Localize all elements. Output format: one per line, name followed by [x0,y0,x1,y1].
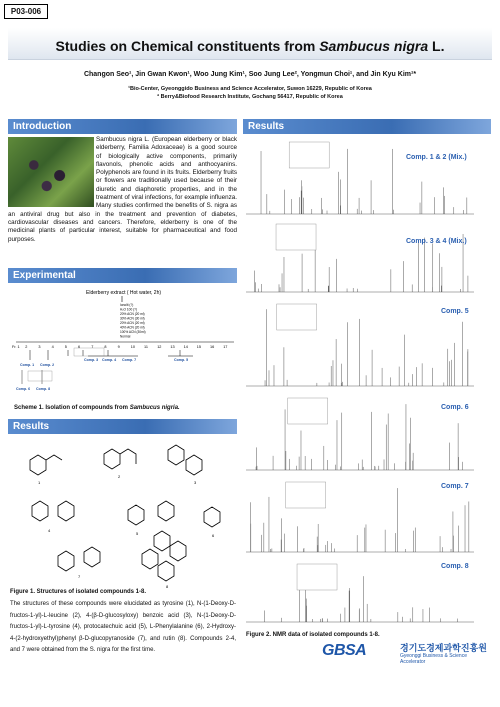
extract-label: Elderberry extract ( Hot water, 2h) [86,290,162,296]
fraction-label: 17 [223,345,228,349]
fraction-label: 16 [210,345,215,349]
svg-text:7: 7 [78,574,81,579]
svg-text:Normal: Normal [120,334,131,339]
comp-7-label: Comp. 7 [122,358,137,362]
solvent-list [120,303,146,339]
svg-text:30% ACN (30 ml): 30% ACN (30 ml) [120,316,145,321]
svg-text:6: 6 [212,533,215,538]
spectrum-inset [297,564,337,590]
fraction-label: 3 [38,345,41,349]
section-experimental: Experimental [8,268,237,283]
svg-text:100% ACN (30ml): 100% ACN (30ml) [120,330,146,334]
spectrum-inset [277,304,317,330]
gbsa-logo-mark: GBSA [322,642,367,659]
section-results-right: Results [243,119,491,134]
structure-6 [204,507,220,527]
gbsa-logo [322,640,492,666]
gbsa-logo-english: Gyeonggi Business & Science Accelerator [400,653,467,665]
fraction-label: 5 [64,345,67,349]
svg-text:40% ACN (20 ml): 40% ACN (20 ml) [120,325,145,330]
structure-3 [186,455,202,475]
affiliation-2: ² Berry&Biofood Research Institute, Gochang 56417, Republic of Korea [157,94,343,100]
nmr-label-comp-6: Comp. 6 [441,404,469,411]
fraction-label: 4 [51,345,54,349]
nmr-spectra [246,136,476,628]
fraction-label: 13 [170,345,175,349]
spectrum-inset [286,482,326,508]
fraction-row [12,345,227,349]
svg-text:20% ACN (20 ml): 20% ACN (20 ml) [120,321,145,325]
affiliations [0,85,500,101]
author-list: Changon Seo¹, Jin Gwan Kwon¹, Woo Jung Kim¹, Soo Jung Lee², Yongmun Choi¹, and Jin Kyu Kim¹* [83,71,417,78]
fraction-label: Fr. 1 [12,345,20,349]
results-text: The structures of these compounds were elucidated as tyrosine (1), N-(1-Deoxy-D-fructos-1-yl)-L-leucine (2), 4-(β-D-glucosyloxy) benzoic acid (3), N-(1-Deoxy-D-fructos-1-yl)-L-tyrosine (4), protocatechuic acid (5), L-Phenylalanine (6), 2-Hydroxy-4-(2-hydroxyethyl)phenyl β-D-glucopyranoside (7), and rutin (8). Compounds 2-4, and 7 were obtained from the S. nigra for the first time. [10,601,236,653]
fraction-label: 6 [78,345,81,349]
fraction-label: 15 [196,345,202,349]
svg-text:2: 2 [118,474,121,479]
structure-2 [104,449,120,469]
comp-4-label: Comp. 4 [102,358,117,362]
svg-text:Ionolit (?): Ionolit (?) [120,303,134,307]
figure-1-caption: Figure 1. Structures of isolated compounds 1-8. [10,589,147,595]
fraction-label: 11 [144,345,148,349]
nmr-label-comp-1-2: Comp. 1 & 2 (Mix.) [406,154,467,161]
comp-8-label: Comp. 8 [36,387,51,391]
fraction-label: 10 [130,345,136,349]
comp-6-label: Comp. 6 [16,387,31,391]
fraction-label: 8 [104,345,107,349]
fraction-label: 9 [117,345,120,349]
spectrum-inset [289,142,329,168]
affiliation-1: ¹Bio-Center, Gyeonggido Business and Science Accelerator, Suwon 16229, Republic of Korea [128,86,372,92]
structure-7 [84,547,100,567]
svg-text:1: 1 [38,480,41,485]
gbsa-logo-korean: 경기도경제과학진흥원 [400,643,487,653]
comp-5-label: Comp. 5 [174,358,189,362]
svg-text:20% ACN (20 ml): 20% ACN (20 ml) [120,312,145,316]
spectrum-inset [288,398,328,424]
figure-2-caption: Figure 2. NMR data of isolated compounds 1-8. [246,632,380,638]
structure-1 [30,455,46,475]
compound-structures [18,440,233,589]
fraction-label: 2 [25,345,28,349]
svg-text:H₂O 100 (?): H₂O 100 (?) [120,307,138,312]
comp-2-label: Comp. 2 [40,363,55,367]
spectrum-inset [276,224,316,250]
section-introduction: Introduction [8,119,237,134]
nmr-label-comp-5: Comp. 5 [441,308,469,315]
isolation-scheme [8,286,237,398]
comp-1-label: Comp. 1 [20,363,35,367]
structure-5 [128,505,144,525]
svg-text:4: 4 [48,528,51,533]
nmr-label-comp-3-4: Comp. 3 & 4 (Mix.) [406,238,467,245]
fraction-label: 7 [91,345,94,349]
poster-title: Studies on Chemical constituents from Sambucus nigra L. [55,38,445,54]
nmr-label-comp-8: Comp. 8 [441,563,469,570]
poster-code: P03-006 [4,4,48,19]
fraction-label: 12 [157,345,162,349]
scheme-caption: Scheme 1. Isolation of compounds from Sambucus nigria. [14,405,180,411]
comp-3-label: Comp. 3 [84,358,99,362]
structure-4 [58,501,74,521]
structure-8 [154,531,170,551]
svg-text:5: 5 [136,531,139,536]
svg-text:8: 8 [166,584,169,589]
section-results-left: Results [8,419,237,434]
fraction-label: 14 [183,345,188,349]
nmr-label-comp-7: Comp. 7 [441,483,469,490]
introduction-text: Sambucus nigra L. (European elderberry or black elderberry, Familia Adoxaceae) is a good source of biologically active components, primarily flavonols, phenolic acids and anthocyanins. Polyphenols are found in its fruits. Elderberry fruits or flowers are traditionally used because of their diuretic and diaphoretic properties, and in the treatment of viral infections, for example influenza. Many studies confirmed the benefits of S. nigra as an antiviral drug but also in the treatment and prevention of diabetes, cardiovascular diseases and cancers. Therefore, elderberry is one of the medicinal plants of particular interest, suitable for pharmaceutical and food purposes. [8,136,237,243]
svg-text:3: 3 [194,480,197,485]
